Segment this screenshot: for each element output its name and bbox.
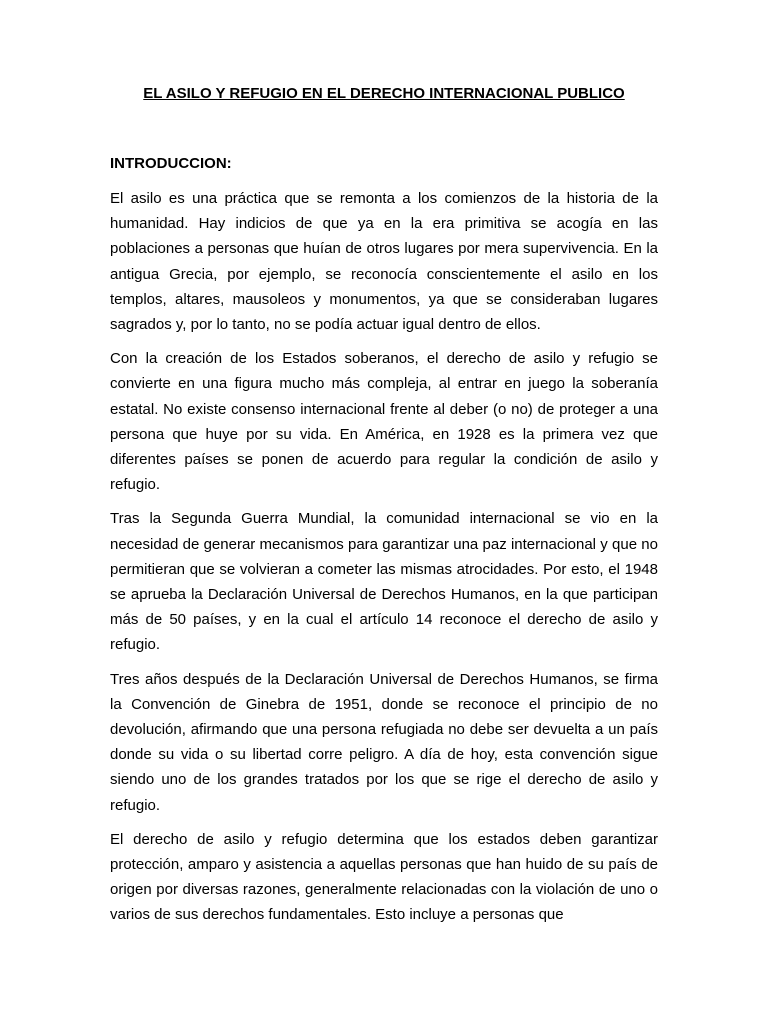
paragraph: Tras la Segunda Guerra Mundial, la comunidad internacional se vio en la necesidad de generar mecanismos para garantizar una paz internacional y que no permitieran que se volvieran a cometer las mismas atrocidades. Por esto, el 1948 se aprueba la Declaración Universal de Derechos Humanos, en la que participan más de 50 países, y en la cual el artículo 14 reconoce el derecho de asilo y refugio. <box>110 510 658 654</box>
section-heading: INTRODUCCION: <box>110 155 232 172</box>
paragraph: Con la creación de los Estados soberanos, el derecho de asilo y refugio se convierte en una figura mucho más compleja, al entrar en juego la soberanía estatal. No existe consenso internacional frente al deber (o no) de proteger a una persona que huye por su vida. En América, en 1928 es la primera vez que diferentes países se ponen de acuerdo para regular la condición de asilo y refugio. <box>110 350 658 494</box>
paragraph: Tres años después de la Declaración Universal de Derechos Humanos, se firma la Convención de Ginebra de 1951, donde se reconoce el principio de no devolución, afirmando que una persona refugiada no debe ser devuelta a un país donde su vida o su libertad corre peligro. A día de hoy, esta convención sigue siendo uno de los grandes tratados por los que se rige el derecho de asilo y refugio. <box>110 670 658 814</box>
document-title: EL ASILO Y REFUGIO EN EL DERECHO INTERNACIONAL PUBLICO <box>143 85 625 102</box>
paragraph: El derecho de asilo y refugio determina que los estados deben garantizar protección, amparo y asistencia a aquellas personas que han huido de su país de origen por diversas razones, generalmente relacionadas con la violación de uno o varios de sus derechos fundamentales. Esto incluye a personas que <box>110 830 658 924</box>
document-body <box>110 186 658 937</box>
paragraph: El asilo es una práctica que se remonta a los comienzos de la historia de la humanidad. Hay indicios de que ya en la era primitiva se acogía en las poblaciones a personas que huían de otros lugares por mera supervivencia. En la antigua Grecia, por ejemplo, se reconocía conscientemente el asilo en los templos, altares, mausoleos y monumentos, ya que se consideraban lugares sagrados y, por lo tanto, no se podía actuar igual dentro de ellos. <box>110 190 658 334</box>
